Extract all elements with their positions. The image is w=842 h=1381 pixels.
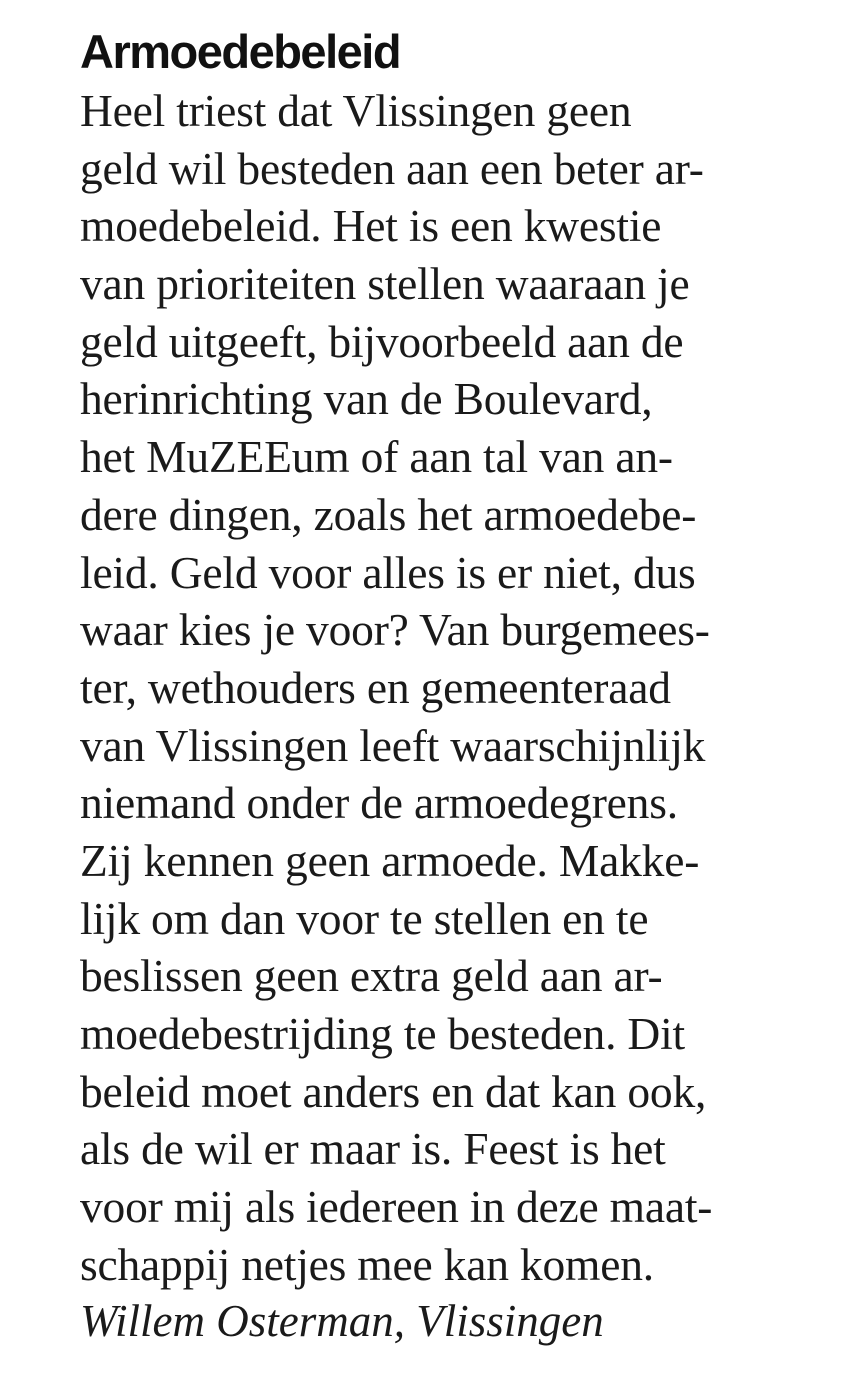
body-line: Heel triest dat Vlissingen geen — [80, 85, 632, 136]
body-line: geld uitgeeft, bijvoorbeeld aan de — [80, 315, 684, 367]
body-line: het MuZEEum of aan tal van an- — [80, 431, 673, 483]
body-line: als de wil er maar is. Feest is het — [80, 1123, 666, 1175]
body-line: beslissen geen extra geld aan ar- — [80, 950, 663, 1002]
body-line: Zij kennen geen armoede. Makke- — [80, 834, 700, 886]
body-line: lijk om dan voor te stellen en te — [80, 892, 649, 944]
letter-body — [80, 82, 830, 1293]
headline: Armoedebeleid — [80, 25, 401, 78]
body-line: leid. Geld voor alles is er niet, dus — [80, 546, 696, 598]
body-line: niemand onder de armoedegrens. — [80, 777, 678, 829]
body-line: beleid moet anders en dat kan ook, — [80, 1065, 707, 1117]
letter-article — [80, 22, 830, 1351]
author-signature: Willem Osterman, Vlissingen — [80, 1296, 604, 1347]
body-line: moedebestrijding te besteden. Dit — [80, 1008, 685, 1059]
body-line: van Vlissingen leeft waarschijnlijk — [80, 719, 706, 771]
body-line: geld wil besteden aan een beter ar- — [80, 142, 704, 194]
body-line: moedebeleid. Het is een kwestie — [80, 200, 662, 252]
body-line: ter, wethouders en gemeenteraad — [80, 661, 671, 713]
body-line: waar kies je voor? Van burgemees- — [80, 604, 710, 656]
body-line: dere dingen, zoals het armoedebe- — [80, 488, 697, 540]
body-line: van prioriteiten stellen waaraan je — [80, 258, 690, 310]
body-line: voor mij als iedereen in deze maat- — [80, 1181, 713, 1233]
body-line: herinrichting van de Boulevard, — [80, 373, 653, 425]
body-line: schappij netjes mee kan komen. — [80, 1238, 654, 1290]
